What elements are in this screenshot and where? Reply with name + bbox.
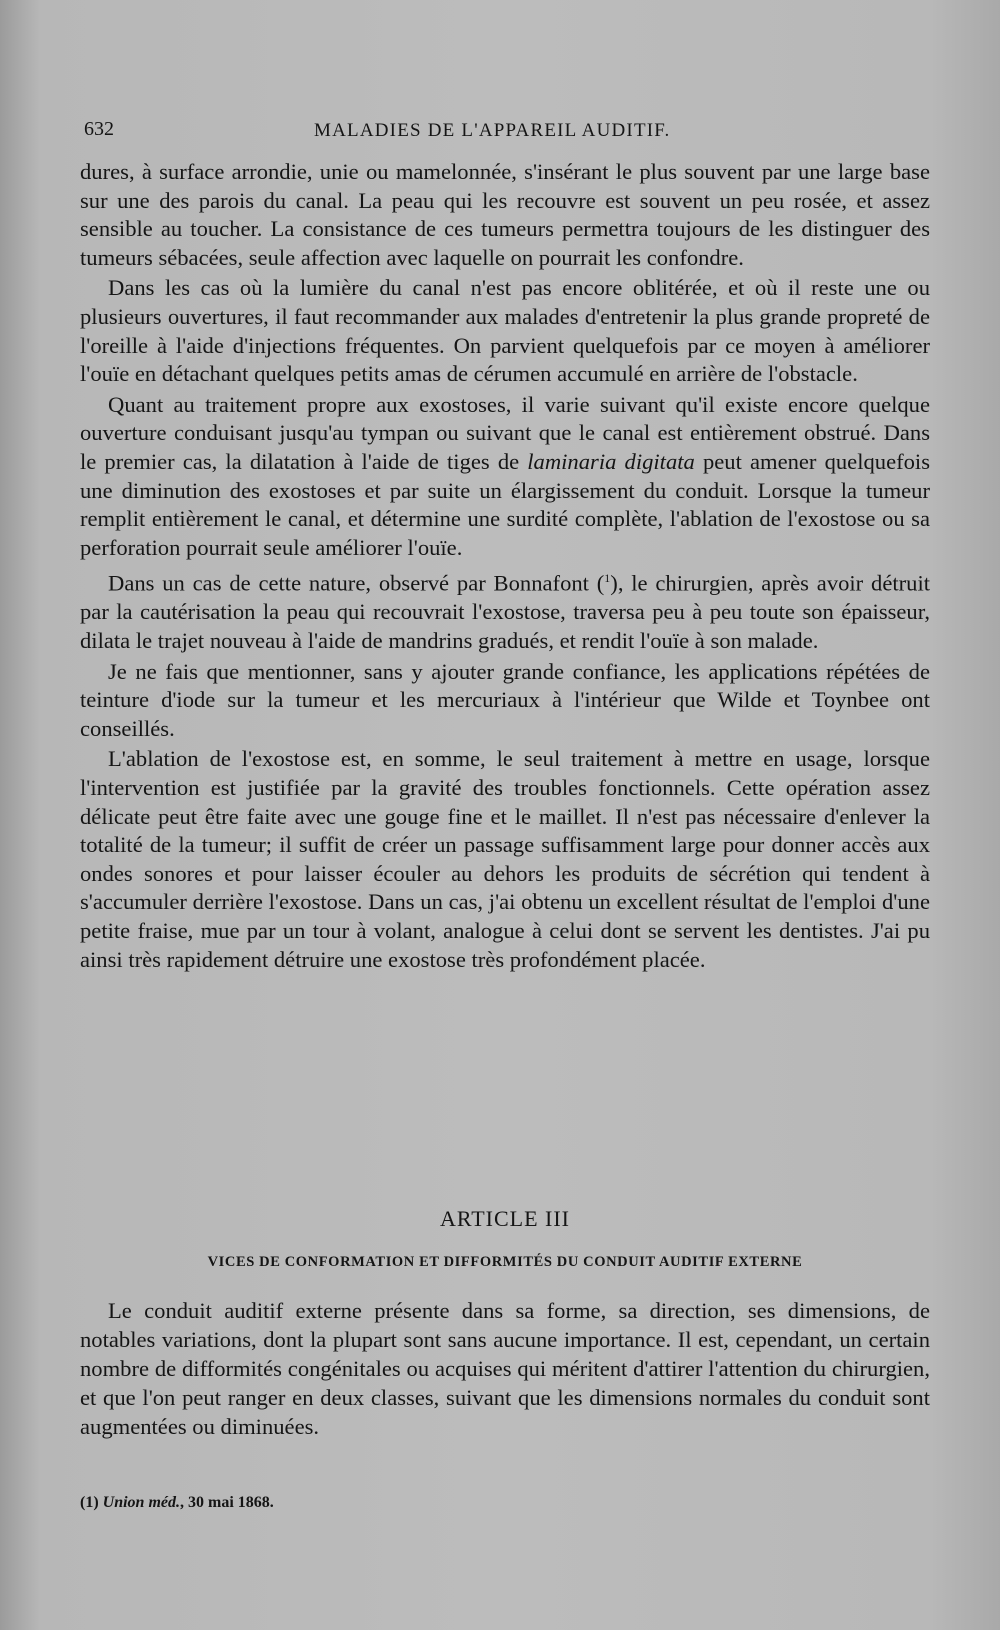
paragraph: L'ablation de l'exostose est, en somme, le seul traitement à mettre en usage, lorsque l'intervention est justifiée par la gravité des troubles fonctionnels. Cette opération assez délicate peut être faite avec une gouge fine et le maillet. Il n'est pas nécessaire d'enlever la totalité de la tumeur; il suffit de créer un passage suffisamment large pour donner accès aux ondes sonores et pour laisser écouler au dehors les produits de sécrétion qui tendent à s'accumuler derrière l'exostose. Dans un cas, j'ai obtenu un excellent résultat de l'emploi d'une petite fraise, mue par un tour à volant, analogue à celui dont se servent les dentistes. J'ai pu ainsi très rapidement détruire une exostose très profondément placée. (80, 746, 930, 972)
article-body (80, 1296, 930, 1441)
page-number: 632 (84, 118, 114, 140)
paragraph-text: peut amener quelquefois une diminution des exostoses et par suite un élargissement du conduit. Lorsque la tumeur remplit entièrement le canal, et détermine une surdité complète, l'ablation de l'exostose ou sa perforation pourrait seule améliorer l'ouïe. (80, 448, 930, 560)
paragraph-text: ), le chirurgien, après avoir détruit par la cautérisation la peau qui recouvrait l'exostose, traversa peu à peu toute son épaisseur, dilata le trajet nouveau à l'aide de mandrins gradués, et rendit l'ouïe à son malade. (80, 570, 930, 654)
paragraph: dures, à surface arrondie, unie ou mamelonnée, s'insérant le plus souvent par une large base sur une des parois du canal. La peau qui les recouvre est souvent un peu rosée, et assez sensible au toucher. La consistance de ces tumeurs permettra toujours de les distinguer des tumeurs sébacées, seule affection avec laquelle on pourrait les confondre. (80, 159, 930, 270)
paragraph-text: Quant au traitement propre aux exostoses, il varie suivant qu'il existe encore quelque ouverture conduisant jusqu'au tympan ou suivant que le canal est entièrement obstrué. Dans le premier cas, la dilatation à l'aide de tiges de (80, 391, 930, 474)
paragraph (80, 391, 930, 563)
page-header (84, 118, 924, 148)
paragraph (80, 564, 930, 655)
article-heading: ARTICLE III (439, 1206, 571, 1231)
footnote-ref: 1 (604, 571, 611, 586)
article-subheading: VICES DE CONFORMATION ET DIFFORMITÉS DU CONDUIT AUDITIF EXTERNE (207, 1254, 803, 1270)
paragraph-text: Dans un cas de cette nature, observé par Bonnafont ( (108, 570, 605, 596)
paragraph: Le conduit auditif externe présente dans sa forme, sa direction, ses dimensions, de notables variations, dont la plupart sont sans aucune importance. Il est, cependant, un certain nombre de difformités congénitales ou acquises qui méritent d'attirer l'attention du chirurgien, et que l'on peut ranger en deux classes, suivant que les dimensions normales du conduit sont augmentées ou diminuées. (80, 1298, 930, 1439)
footnote (80, 1494, 930, 1512)
body-text (80, 158, 930, 976)
paragraph: Je ne fais que mentionner, sans y ajouter grande confiance, les applications répétées de teinture d'iode sur la tumeur et les mercuriaux à l'intérieur que Wilde et Toynbee ont conseillés. (80, 658, 930, 741)
footnote-date: , 30 mai 1868. (180, 1494, 274, 1511)
italic-term: laminaria digitata (527, 448, 695, 474)
footnote-marker: (1) (80, 1494, 99, 1511)
running-title: MALADIES DE L'APPAREIL AUDITIF. (314, 120, 671, 141)
footnote-source: Union méd. (102, 1494, 180, 1511)
paragraph: Dans les cas où la lumière du canal n'est pas encore oblitérée, et où il reste une ou plusieurs ouvertures, il faut recommander aux malades d'entretenir la plus grande propreté de l'oreille à l'aide d'injections fréquentes. On parvient quelquefois par ce moyen à améliorer l'ouïe en détachant quelques petits amas de cérumen accumulé en arrière de l'obstacle. (80, 275, 930, 387)
